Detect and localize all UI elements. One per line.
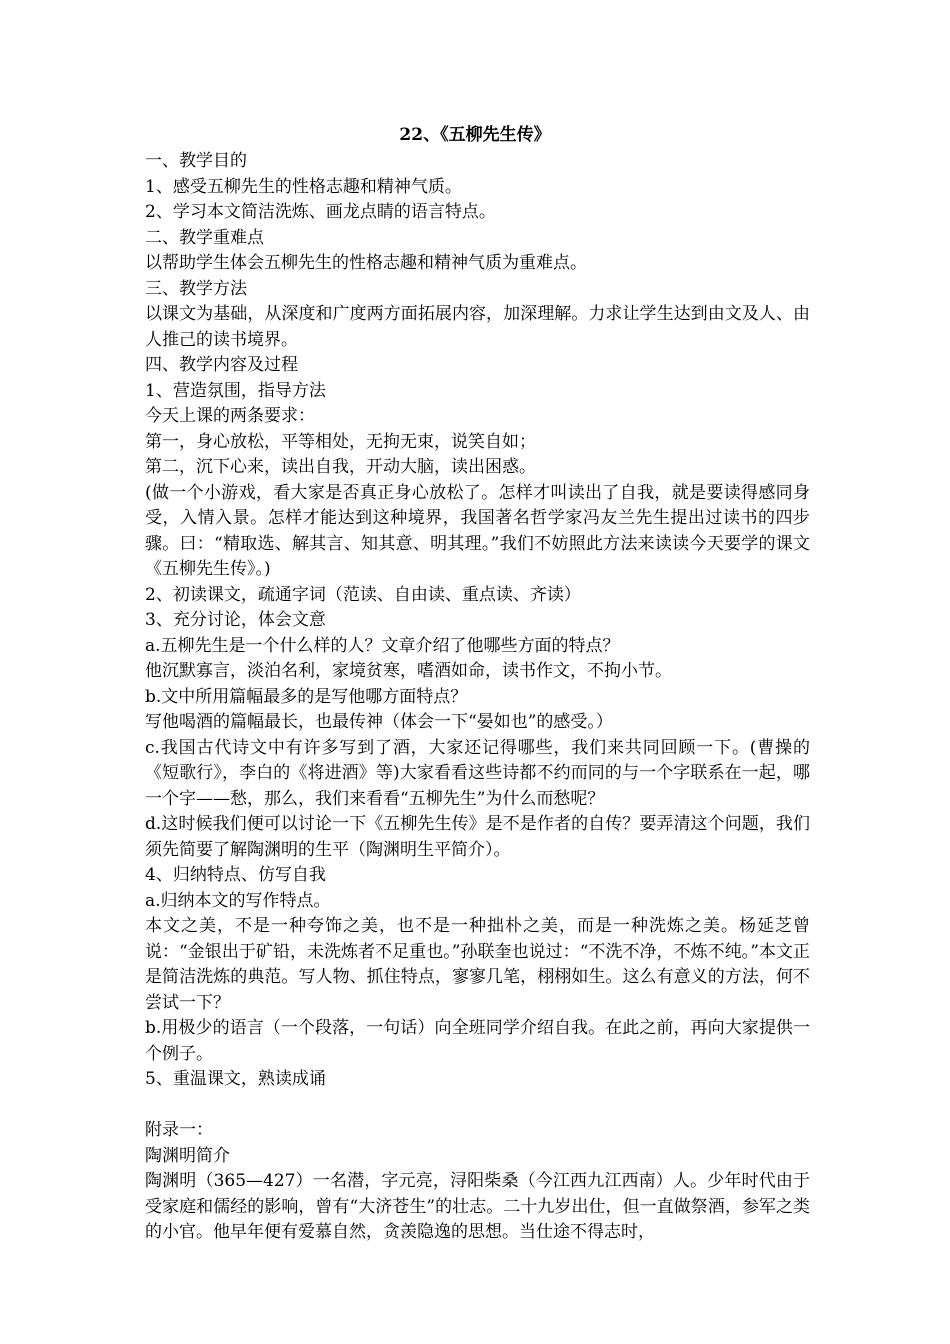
question-paragraph: d.这时候我们便可以讨论一下《五柳先生传》是不是作者的自传？要弄清这个问题，我们须先简要了解陶渊明的生平（陶渊明生平简介）。: [145, 814, 810, 860]
document-title: 22、《五柳先生传》: [399, 125, 551, 145]
key-points-text: 以帮助学生体会五柳先生的性格志趣和精神气质为重难点。: [145, 253, 587, 273]
blank-line: [145, 1093, 810, 1119]
body-line: 第一，身心放松，平等相处，无拘无束，说笑自如；: [145, 431, 536, 452]
process-step-heading: 1、营造氛围，指导方法: [145, 380, 326, 401]
appendix-heading: 附录一：: [145, 1120, 213, 1140]
section-heading-key-points: 二、教学重难点: [145, 227, 264, 248]
question-line: a.五柳先生是一个什么样的人？文章介绍了他哪些方面的特点？: [145, 635, 620, 656]
question-line: a.归纳本文的写作特点。: [145, 890, 331, 911]
process-step-heading: 2、初读课文，疏通字词（范读、自由读、重点读、齐读）: [145, 584, 581, 605]
answer-line: 他沉默寡言，淡泊名利，家境贫寒，嗜酒如命，读书作文，不拘小节。: [145, 661, 672, 681]
objective-item: 2、学习本文简洁洗炼、画龙点睛的语言特点。: [145, 202, 496, 222]
appendix-paragraph: 陶渊明（365—427）一名潜，字元亮，浔阳柴桑（今江西九江西南）人。少年时代由于受家庭和儒经的影响，曾有“大济苍生”的壮志。二十九岁出仕，但一直做祭酒，参军之类的小官。他早年便有爱慕自然，贪羡隐逸的思想。当仕途不得志时，: [145, 1171, 810, 1242]
appendix-subtitle: 陶渊明简介: [145, 1145, 230, 1166]
game-paragraph: (做一个小游戏，看大家是否真正身心放松了。怎样才叫读出了自我，就是要读得感同身受，入情入景。怎样才能达到这种境界，我国著名哲学家冯友兰先生提出过读书的四步骤。曰：“精取选、解其言、知其意、明其理。”我们不妨照此方法来读读今天要学的课文《五柳先生传》。): [145, 482, 810, 579]
question-paragraph: b.用极少的语言（一个段落，一句话）向全班同学介绍自我。在此之前，再向大家提供一个例子。: [145, 1018, 810, 1064]
document-body: [145, 149, 810, 1246]
answer-line: 写他喝酒的篇幅最长，也最传神（体会一下“晏如也”的感受。）: [145, 712, 613, 732]
section-heading-process: 四、教学内容及过程: [145, 355, 298, 375]
body-line: 第二，沉下心来，读出自我，开动大脑，读出困惑。: [145, 457, 536, 477]
section-heading-methods: 三、教学方法: [145, 278, 247, 299]
process-step-heading: 3、充分讨论，体会文意: [145, 610, 326, 630]
process-step-heading: 5、重温课文，熟读成诵: [145, 1069, 326, 1089]
objective-item: 1、感受五柳先生的性格志趣和精神气质。: [145, 176, 462, 197]
body-line: 今天上课的两条要求：: [145, 406, 315, 426]
question-line: b.文中所用篇幅最多的是写他哪方面特点？: [145, 686, 468, 707]
process-step-heading: 4、归纳特点、仿写自我: [145, 865, 326, 885]
section-heading-objectives: 一、教学目的: [145, 151, 247, 171]
question-paragraph: c.我国古代诗文中有许多写到了酒，大家还记得哪些，我们来共同回顾一下。(曹操的《短歌行》，李白的《将进酒》等)大家看看这些诗都不约而同的与一个字联系在一起，哪一个字——愁，那么，我们来看看“五柳先生”为什么而愁呢？: [145, 737, 810, 809]
methods-paragraph: 以课文为基础，从深度和广度两方面拓展内容，加深理解。力求让学生达到由文及人、由人推己的读书境界。: [145, 304, 810, 350]
feature-paragraph: 本文之美，不是一种夸饰之美，也不是一种拙朴之美，而是一种洗炼之美。杨延芝曾说：“金银出于矿铅，未洗炼者不足重也。”孙联奎也说过：“不洗不净，不炼不纯。”本文正是简洁洗炼的典范。写人物、抓住特点，寥寥几笔，栩栩如生。这么有意义的方法，何不尝试一下？: [145, 916, 810, 1013]
